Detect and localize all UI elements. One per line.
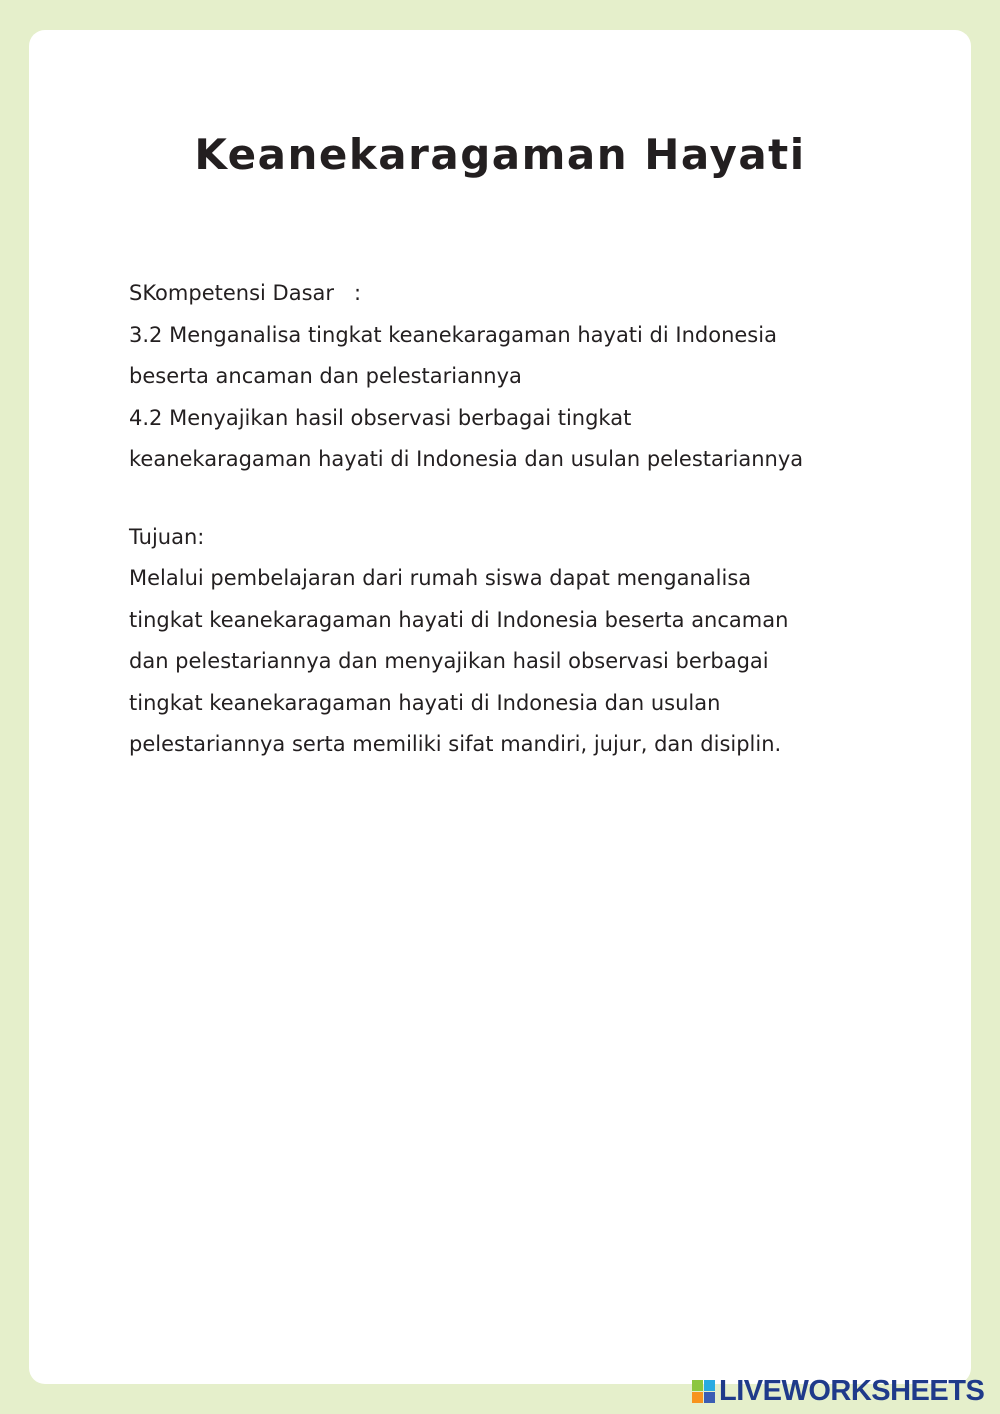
- kompetensi-line: 3.2 Menganalisa tingkat keanekaragaman hayati di Indonesia: [129, 322, 777, 347]
- tujuan-line: tingkat keanekaragaman hayati di Indonesia dan usulan: [129, 690, 721, 715]
- tujuan-line: dan pelestariannya dan menyajikan hasil observasi berbagai: [129, 649, 769, 673]
- logo-text: LIVEWORKSHEETS: [719, 1375, 985, 1407]
- liveworksheets-logo[interactable]: [692, 1376, 984, 1406]
- logo-squares-icon: [692, 1380, 715, 1403]
- tujuan-line: tingkat keanekaragaman hayati di Indonesia beserta ancaman: [129, 607, 789, 632]
- worksheet-page: [29, 30, 971, 1384]
- content: [129, 273, 929, 766]
- kompetensi-section: [129, 273, 929, 481]
- tujuan-line: pelestariannya serta memiliki sifat mandiri, jujur, dan disiplin.: [129, 732, 782, 756]
- page-title: Keanekaragaman Hayati: [194, 130, 806, 179]
- kompetensi-line: beserta ancaman dan pelestariannya: [129, 364, 522, 388]
- kompetensi-heading: SKompetensi Dasar :: [129, 281, 362, 305]
- kompetensi-line: 4.2 Menyajikan hasil observasi berbagai tingkat: [129, 405, 632, 430]
- tujuan-heading: Tujuan:: [129, 524, 205, 549]
- tujuan-section: [129, 517, 929, 766]
- tujuan-line: Melalui pembelajaran dari rumah siswa dapat menganalisa: [129, 566, 752, 590]
- kompetensi-line: keanekaragaman hayati di Indonesia dan usulan pelestariannya: [129, 447, 804, 471]
